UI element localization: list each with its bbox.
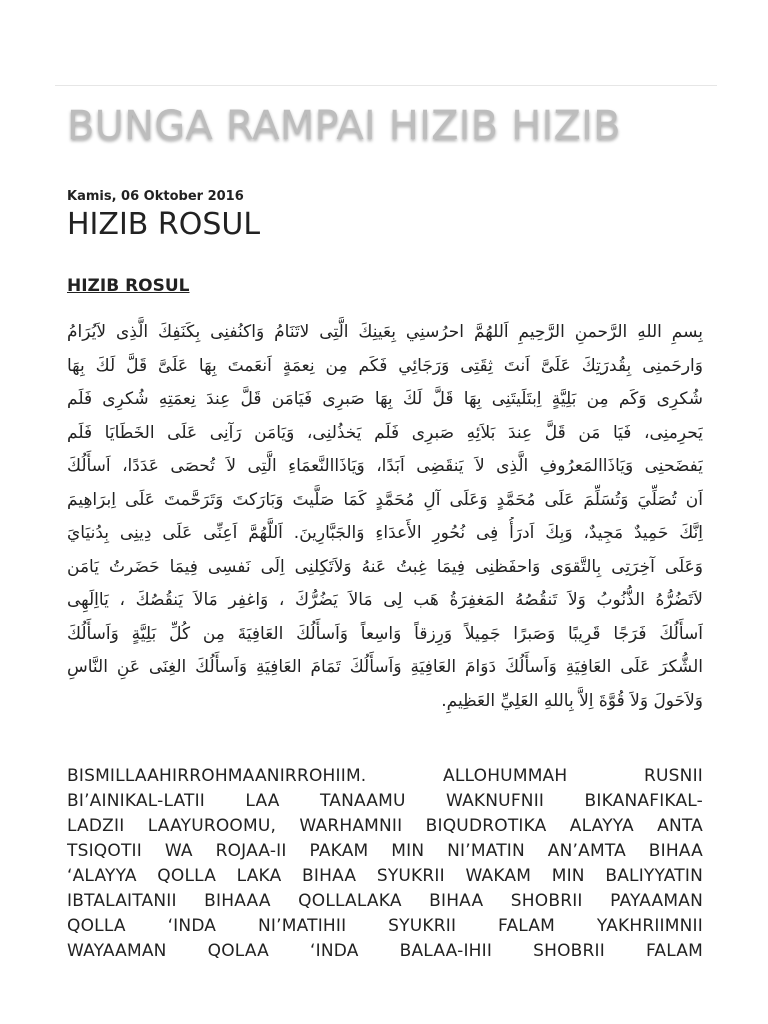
arabic-line: وَعَلَى آخِرَتِى بِالتَّقوَى وَاحفَظنِى فِيمَا غِبتُ عَنهُ وَلاَتَكِلنِى اِلَى نَفسِى فِيمَا حَضَرتُ يَامَن (67, 556, 703, 577)
arabic-line: اِنَّكَ حَمِيدٌ مَجِيدٌ، وَبِكَ اَدرَأُ فِى نُحُورِ الأَعدَاءِ وَالجَبَّارِينَ. اَللَّهُمَّ اَعِنِّى عَلَى دِينِى بِدُنيَايَ (67, 523, 703, 543)
blog-title[interactable]: BUNGA RAMPAI HIZIB HIZIB (67, 103, 621, 149)
header-divider (55, 85, 717, 86)
arabic-line: شُكرِى وَكَم مِن بَلِيَّةٍ اِبتَلَيتَنِى بِهَا قَلَّ لَكَ بِهَا صَبرِى فَيَامَن قَلَّ عِندَ نِعمَتِهِ شُكرِى فَلَم (67, 389, 703, 409)
arabic-line: وَارحَمنِى بِقُدرَتِكَ عَلَىَّ اَنتَ ثِقَتِى وَرَجَائِي فَكَم مِن نِعمَةٍ اَنعَمتَ بِهَا عَلَىَّ قَلَّ لَكَ بِهَا (67, 355, 703, 376)
section-heading: HIZIB ROSUL (67, 276, 190, 296)
arabic-line: لاَتَضُرُّهُ الذُّنُوبُ وَلاَ تَنقُصُهُ المَغفِرَةُ هَب لِى مَالاَ يَضُرُّكَ ، وَاغفِر مَالاَ يَنقُصُكَ ، يَااِلَهِى (67, 590, 703, 610)
arabic-text-block (67, 316, 703, 718)
arabic-line: الشُّكرَ عَلَى العَافِيَةِ وَاَسأَلُكَ دَوَامَ العَافِيَةِ وَاَسأَلُكَ تَمَامَ العَافِيَةِ وَاَسأَلُكَ الغِنَى عَنِ النَّاسِ (67, 657, 703, 677)
transliteration-block (67, 764, 703, 964)
transliteration-line: BI’AINIKAL-LATII LAA TANAAMU WAKNUFNII BIKANAFIKAL- (67, 791, 703, 811)
arabic-line: اَن تُصَلِّيَ وَتُسَلِّمَ عَلَى مُحَمَّدٍ وَعَلَى آلِ مُحَمَّدٍ كَمَا صَلَّيتَ وَبَارَكتَ وَتَرَحَّمتَ عَلَى اِبرَاهِيمَ (67, 489, 703, 510)
post-title[interactable]: HIZIB ROSUL (67, 207, 261, 242)
arabic-line: اَسأَلُكَ فَرَجًا قَرِيبًا وَصَبرًا جَمِيلاً وَرِزقاً وَاسِعاً وَاَسأَلُكَ العَافِيَةَ مِن كُلِّ بَلِيَّةٍ وَاَسأَلُكَ (67, 623, 703, 644)
transliteration-line: TSIQOTII WA ROJAA-II PAKAM MIN NI’MATIN AN’AMTA BIHAA (67, 841, 703, 861)
post-date: Kamis, 06 Oktober 2016 (67, 189, 244, 204)
transliteration-line: QOLLA ‘INDA NI’MATIHII SYUKRII FALAM YAKHRIIMNII (67, 916, 703, 936)
transliteration-line: ‘ALAYYA QOLLA LAKA BIHAA SYUKRII WAKAM MIN BALIYYATIN (67, 866, 703, 886)
arabic-line: وَلاَحَولَ وَلاَ قُوَّةَ اِلاَّ بِاللهِ العَلِيِّ العَظِيمِ. (441, 690, 703, 711)
transliteration-line: WAYAAMAN QOLAA ‘INDA BALAA-IHII SHOBRII FALAM (67, 941, 703, 961)
arabic-line: يَحرِمنِى، فَيَا مَن قَلَّ عِندَ بَلاَئِهِ صَبرِى فَلَم يَخذُلنِى، وَيَامَن رَآنِى عَلَى الخَطَايَا فَلَم (67, 422, 703, 443)
transliteration-line: BISMILLAAHIRROHMAANIRROHIIM. ALLOHUMMAH RUSNII (67, 766, 703, 786)
transliteration-line: LADZII LAAYUROOMU, WARHAMNII BIQUDROTIKA ALAYYA ANTA (67, 816, 703, 836)
arabic-line: بِسمِ اللهِ الرَّحمنِ الرَّحِيمِ اَللهُمَّ احرُسنِي بِعَينِكَ الَّتِى لاتَنَامُ وَاكنُفنِى بِكَنَفِكَ الَّذِى لاَيُرَامُ (67, 322, 703, 342)
arabic-line: يَفضَحنِى وَيَاذَاالمَعرُوفِ الَّذِى لاَ يَنقَضِى اَبَدًا، وَيَاذَاالنَّعمَاءِ الَّتِى لاَ تُحصَى عَدَدًا، اَسأَلُكَ (67, 456, 703, 476)
transliteration-line: IBTALAITANII BIHAAA QOLLALAKA BIHAA SHOBRII PAYAAMAN (67, 891, 703, 911)
